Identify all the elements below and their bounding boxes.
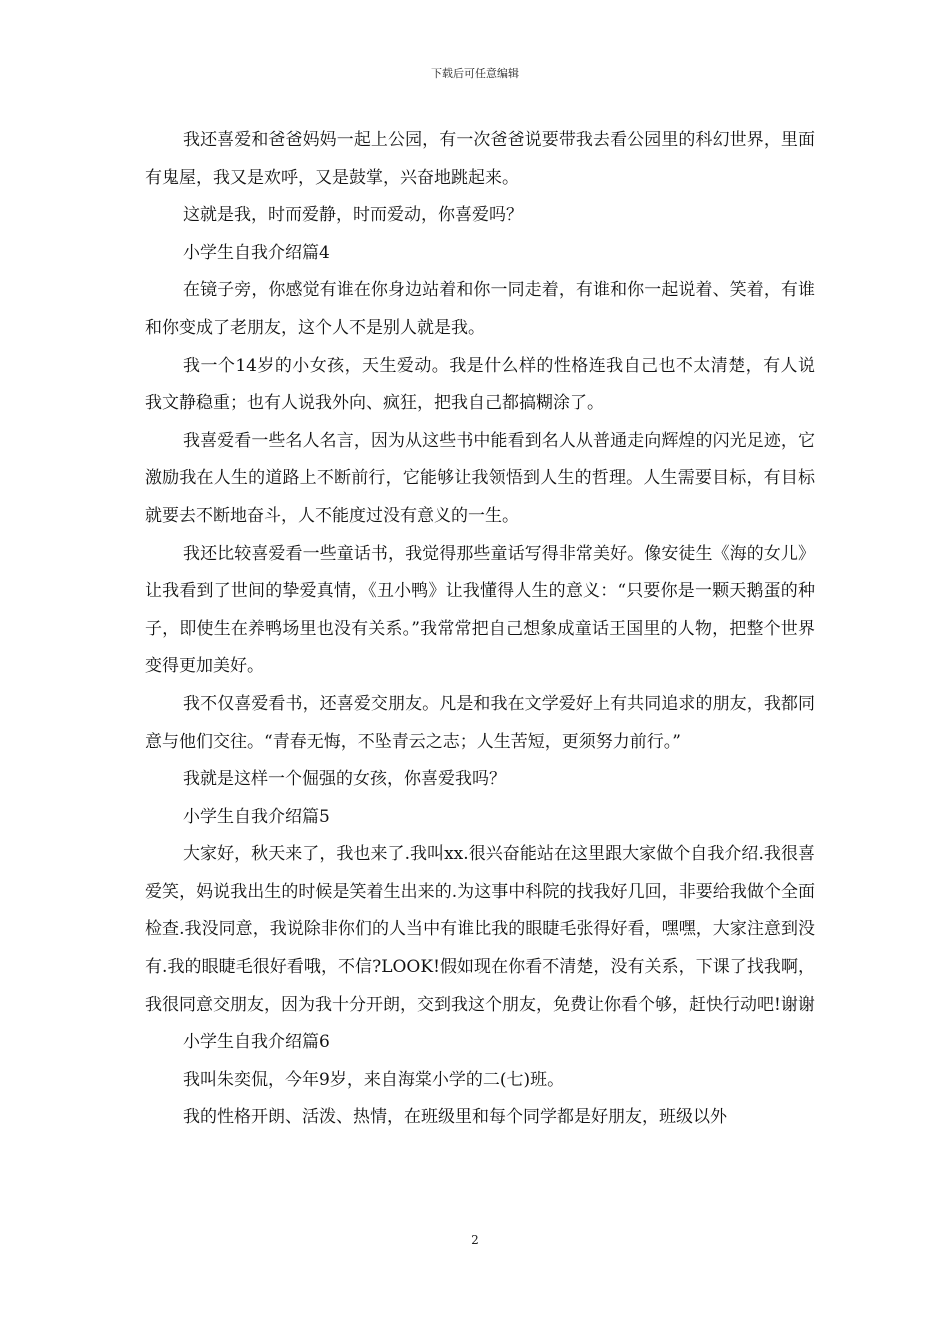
page-header-note: 下载后可任意编辑 (431, 67, 519, 80)
paragraph: 我一个14岁的小女孩，天生爱动。我是什么样的性格连我自己也不太清楚，有人说我文静稳重；也有人说我外向、疯狂，把我自己都搞糊涂了。 (145, 355, 815, 414)
paragraph: 我不仅喜爱看书，还喜爱交朋友。凡是和我在文学爱好上有共同追求的朋友，我都同意与他们交往。“青春无悔，不坠青云之志；人生苦短，更须努力前行。” (145, 693, 815, 752)
paragraph: 这就是我，时而爱静，时而爱动，你喜爱吗？ (183, 205, 523, 226)
paragraph: 我还喜爱和爸爸妈妈一起上公园，有一次爸爸说要带我去看公园里的科幻世界，里面有鬼屋，我又是欢呼，又是鼓掌，兴奋地跳起来。 (145, 130, 815, 188)
paragraph: 我的性格开朗、活泼、热情，在班级里和每个同学都是好朋友，班级以外 (183, 1107, 727, 1128)
section-heading: 小学生自我介绍篇4 (183, 242, 330, 263)
paragraph: 我叫朱奕侃，今年9岁，来自海棠小学的二(七)班。 (183, 1069, 565, 1090)
document-body (145, 122, 815, 1137)
page-number: 2 (471, 1233, 479, 1247)
paragraph: 我就是这样一个倔强的女孩，你喜爱我吗？ (183, 769, 506, 790)
section-heading: 小学生自我介绍篇6 (183, 1032, 330, 1053)
paragraph: 大家好，秋天来了，我也来了.我叫xx.很兴奋能站在这里跟大家做个自我介绍.我很喜爱笑，妈说我出生的时候是笑着生出来的.为这事中科院的找我好几回，非要给我做个全面检查.我没同意，我说除非你们的人当中有谁比我的眼睫毛张得好看，嘿嘿，大家注意到没有.我的眼睫毛很好看哦，不信?LOOK!假如现在你看不清楚，没有关系，下课了找我啊，我很同意交朋友，因为我十分开朗，交到我这个朋友，免费让你看个够，赶快行动吧!谢谢 (145, 844, 815, 1015)
paragraph: 在镜子旁，你感觉有谁在你身边站着和你一同走着，有谁和你一起说着、笑着，有谁和你变成了老朋友，这个人不是别人就是我。 (145, 280, 815, 338)
paragraph: 我喜爱看一些名人名言，因为从这些书中能看到名人从普通走向辉煌的闪光足迹，它激励我在人生的道路上不断前行，它能够让我领悟到人生的哲理。人生需要目标，有目标就要去不断地奋斗，人不能度过没有意义的一生。 (145, 430, 815, 526)
paragraph: 我还比较喜爱看一些童话书，我觉得那些童话写得非常美好。像安徒生《海的女儿》让我看到了世间的挚爱真情，《丑小鸭》让我懂得人生的意义：“只要你是一颗天鹅蛋的种子，即使生在养鸭场里也没有关系。”我常常把自己想象成童话王国里的人物，把整个世界变得更加美好。 (145, 543, 815, 677)
section-heading: 小学生自我介绍篇5 (183, 806, 330, 827)
